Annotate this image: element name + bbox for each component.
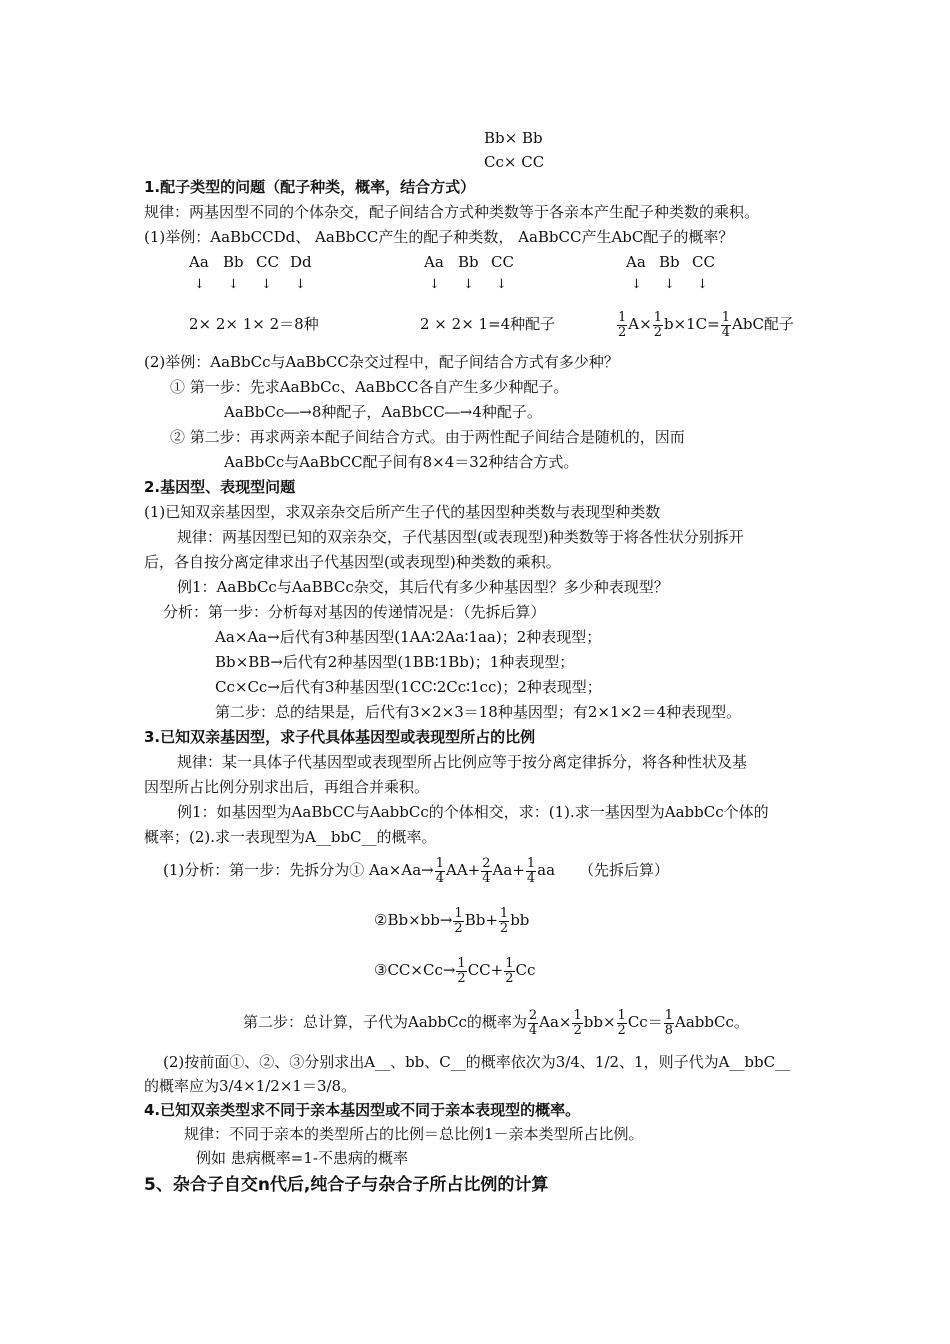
s1-example-1: (1)举例：AaBbCCDd、 AaBbCC产生的配子种类数， AaBbCC产生AbC配子的概率？ (144, 228, 734, 246)
fraction: $\frac{1}{2}$ (618, 309, 627, 340)
s2-p1: (1)已知双亲基因型，求双亲杂交后所产生子代的基因型种类数与表现型种类数 (144, 503, 661, 521)
s3-rule-1: 规律：某一具体子代基因型或表现型所占比例应等于按分离定律拆分，将各种性状及基 (177, 753, 748, 771)
down-arrow-icon: ↓ (496, 277, 507, 292)
s2-a2: Bb×BB→后代有2种基因型(1BB∶1Bb)；1种表现型； (215, 653, 575, 671)
s1-step-1b: AaBbCc―→8种配子，AaBbCC―→4种配子。 (224, 403, 542, 421)
s1-gene-a: Aa (189, 253, 209, 271)
s1-step-1: ① 第一步：先求AaBbCc、AaBbCC各自产生多少种配子。 (170, 378, 569, 396)
s1-result-a: 2× 2× 1× 2＝8种 (189, 315, 319, 333)
down-arrow-icon: ↓ (295, 277, 306, 292)
fraction: $\frac{1}{2}$ (454, 905, 463, 936)
section-1-title: 1.配子类型的问题（配子种类，概率，结合方式） (144, 178, 476, 196)
s3-formula-3: ③CC×Cc→ $\frac{1}{2}$ CC+ $\frac{1}{2}$ Cc (374, 955, 536, 986)
s1-step-2: ② 第二步：再求两亲本配子间结合方式。由于两性配子间结合是随机的，因而 (170, 428, 685, 446)
s3-formula-4: 第二步：总计算，子代为AabbCc的概率为 $\frac{2}{4}$ Aa× $\frac{1}{2}$ bb× $\frac{1}{2}$ Cc＝ $\frac{1}{8}$ AabbCc。 (243, 1007, 749, 1038)
s1-gene-b2: Bb (458, 253, 479, 271)
s3-example-2: 概率；(2).求一表现型为A__bbC__的概率。 (144, 828, 437, 846)
s2-rule-1: 规律：两基因型已知的双亲杂交，子代基因型(或表现型)种类数等于将各性状分别拆开 (177, 528, 744, 546)
fraction: $\frac{1}{4}$ (526, 855, 536, 886)
top-line-2: Cc× CC (484, 153, 545, 171)
s1-rule: 规律：两基因型不同的个体杂交，配子间结合方式种类数等于各亲本产生配子种类数的乘积。 (144, 203, 760, 221)
section-4-title: 4.已知双亲类型求不同于亲本基因型或不同于亲本表现型的概率。 (144, 1101, 581, 1119)
s3-rule-2: 因型所占比例分别求出后，再组合并乘积。 (144, 778, 430, 796)
fraction: $\frac{1}{2}$ (617, 1007, 626, 1038)
s1-gene-b: Bb (223, 253, 244, 271)
s3-p2b: 的概率应为3/4×1/2×1＝3/8。 (144, 1077, 357, 1095)
s3-formula-1: (1)分析：第一步：先拆分为① Aa×Aa→ $\frac{1}{4}$ AA+ $\frac{2}{4}$ Aa+ $\frac{1}{4}$ aa （先拆后算） (163, 855, 670, 886)
s1-gene-a2: Aa (424, 253, 444, 271)
s2-rule-2: 后，各自按分离定律求出子代基因型(或表现型)种类数的乘积。 (144, 553, 561, 571)
down-arrow-icon: ↓ (194, 277, 205, 292)
fraction: $\frac{1}{2}$ (499, 905, 509, 936)
s2-example: 例1：AaBbCc与AaBBCc杂交，其后代有多少种基因型？多少种表现型？ (177, 578, 669, 596)
s2-analysis: 分析：第一步：分析每对基因的传递情况是：（先拆后算） (163, 603, 546, 621)
down-arrow-icon: ↓ (463, 277, 474, 292)
fraction: $\frac{2}{4}$ (528, 1007, 538, 1038)
s1-gene-c3: CC (692, 253, 715, 271)
s1-example-2: (2)举例：AaBbCc与AaBbCC杂交过程中，配子间结合方式有多少种？ (144, 353, 619, 371)
fraction: $\frac{1}{2}$ (457, 955, 466, 986)
s4-rule: 规律：不同于亲本的类型所占的比例＝总比例1－亲本类型所占比例。 (184, 1125, 644, 1143)
s1-gene-c: CC (256, 253, 279, 271)
s3-formula-2: ②Bb×bb→ $\frac{1}{2}$ Bb+ $\frac{1}{2}$ bb (374, 905, 530, 936)
s2-a1: Aa×Aa→后代有3种基因型(1AA∶2Aa∶1aa)；2种表现型； (215, 628, 602, 646)
s1-gene-c2: CC (491, 253, 514, 271)
down-arrow-icon: ↓ (429, 277, 440, 292)
down-arrow-icon: ↓ (664, 277, 675, 292)
s3-p2a: (2)按前面①、②、③分别求出A__、bb、C__的概率依次为3/4、1/2、1，则子代为A__bbC__ (163, 1053, 791, 1071)
fraction: $\frac{1}{8}$ (664, 1007, 673, 1038)
top-line-1: Bb× Bb (484, 129, 543, 147)
s3-example-1: 例1：如基因型为AaBbCC与AabbCc的个体相交，求：(1).求一基因型为AabbCc个体的 (177, 803, 769, 821)
section-2-title: 2.基因型、表现型问题 (144, 478, 296, 496)
fraction: $\frac{1}{4}$ (721, 309, 731, 340)
s1-result-b: 2 × 2× 1=4种配子 (420, 315, 556, 333)
section-3-title: 3.已知双亲基因型，求子代具体基因型或表现型所占的比例 (144, 728, 536, 746)
fraction: $\frac{1}{4}$ (435, 855, 444, 886)
down-arrow-icon: ↓ (631, 277, 642, 292)
down-arrow-icon: ↓ (228, 277, 239, 292)
s2-a3: Cc×Cc→后代有3种基因型(1CC∶2Cc∶1cc)；2种表现型； (215, 678, 602, 696)
down-arrow-icon: ↓ (261, 277, 272, 292)
s1-gene-d: Dd (290, 253, 312, 271)
fraction: $\frac{1}{2}$ (573, 1007, 582, 1038)
s1-step-2b: AaBbCc与AaBbCC配子间有8×4＝32种结合方式。 (224, 453, 579, 471)
down-arrow-icon: ↓ (697, 277, 708, 292)
s2-a4: 第二步：总的结果是，后代有3×2×3＝18种基因型；有2×1×2＝4种表现型。 (215, 703, 742, 721)
s1-gene-a3: Aa (626, 253, 646, 271)
s4-example: 例如 患病概率=1-不患病的概率 (196, 1149, 408, 1167)
fraction: $\frac{2}{4}$ (482, 855, 491, 886)
section-5-title: 5、杂合子自交n代后,纯合子与杂合子所占比例的计算 (144, 1175, 549, 1195)
fraction: $\frac{1}{2}$ (653, 309, 662, 340)
s1-result-c: $\frac{1}{2}$ A× $\frac{1}{2}$ b×1C= $\frac{1}{4}$ AbC配子 (618, 309, 794, 340)
s1-gene-b3: Bb (659, 253, 680, 271)
fraction: $\frac{1}{2}$ (505, 955, 514, 986)
